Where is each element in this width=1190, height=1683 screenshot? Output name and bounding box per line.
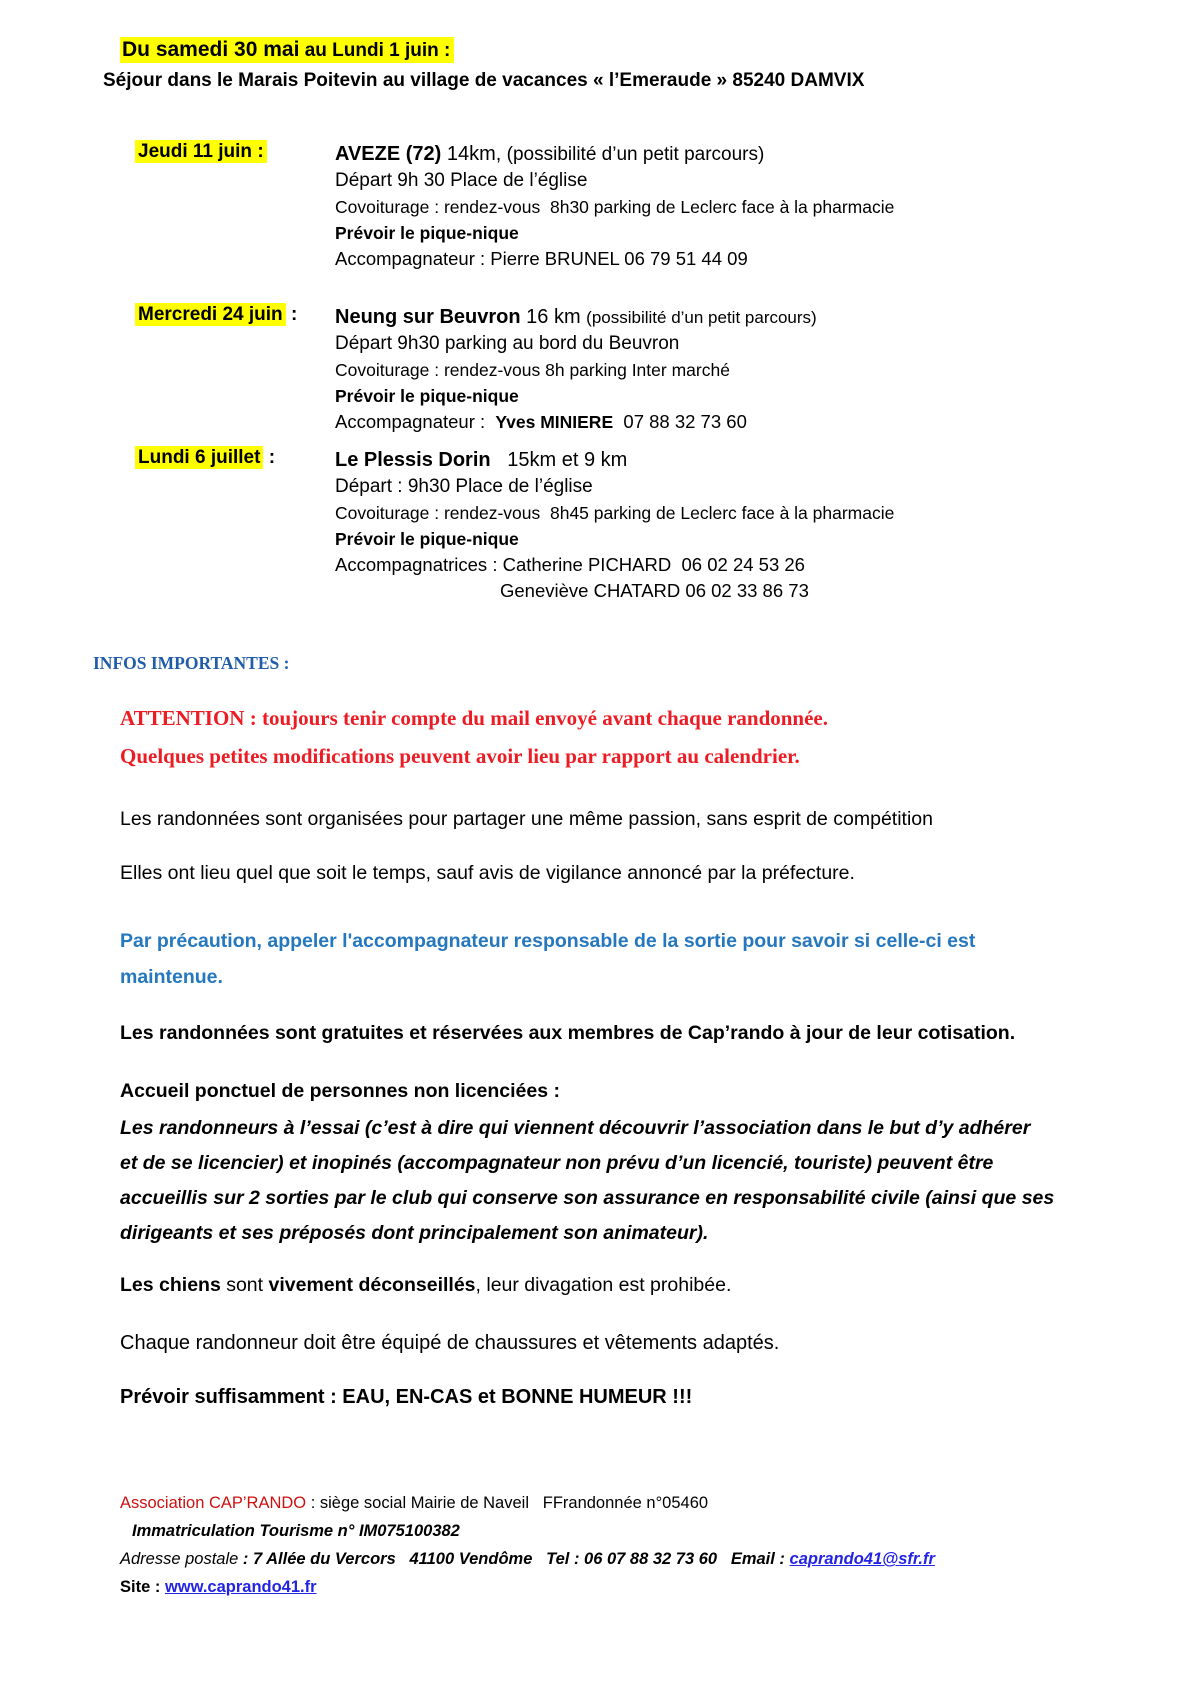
event-picnic: Prévoir le pique-nique xyxy=(335,529,519,549)
header-date-range xyxy=(120,36,1190,65)
guide-label: Accompagnateur : xyxy=(335,248,491,269)
event-guide2-line xyxy=(335,578,1190,604)
event-details xyxy=(335,447,1190,604)
event-covoiturage: Covoiturage : rendez-vous 8h45 parking de Leclerc face à la pharmacie xyxy=(335,503,895,523)
event-date-colon: : xyxy=(285,304,298,325)
event-covoiturage: Covoiturage : rendez-vous 8h parking Inter marché xyxy=(335,360,730,380)
paragraph-gratuites: Les randonnées sont gratuites et réservées aux membres de Cap’rando à jour de leur cotisation. xyxy=(120,1022,1016,1044)
paragraph-chiens xyxy=(120,1273,1130,1297)
paragraph-accueil-heading: Accueil ponctuel de personnes non licenciées : xyxy=(120,1080,560,1102)
chiens-reg-1: sont xyxy=(220,1274,269,1296)
email-link[interactable]: caprando41@sfr.fr xyxy=(789,1550,935,1568)
event-distance: 16 km xyxy=(520,306,587,328)
site-label: Site : xyxy=(120,1578,165,1596)
essai-line-3: accueillis sur 2 sorties par le club qui conserve son assurance en responsabilité civile (ainsi que ses xyxy=(120,1187,1055,1209)
association-footer xyxy=(120,1489,1190,1601)
guide-name: Yves MINIERE xyxy=(495,412,614,432)
paragraph-prevoir: Prévoir suffisamment : EAU, EN-CAS et BONNE HUMEUR !!! xyxy=(120,1386,693,1408)
event-place: Neung sur Beuvron xyxy=(335,306,521,328)
attention-line-2: Quelques petites modifications peuvent avoir lieu par rapport au calendrier. xyxy=(120,744,800,768)
event-date-highlight: Lundi 6 juillet xyxy=(135,446,263,469)
paragraph-precaution xyxy=(120,923,1130,995)
infos-importantes-heading: INFOS IMPORTANTES : xyxy=(93,653,290,673)
guide-label: Accompagnateur : xyxy=(335,411,496,432)
guide-phone: 06 79 51 44 09 xyxy=(619,248,748,269)
event-guide-line xyxy=(335,246,1190,272)
event-picnic: Prévoir le pique-nique xyxy=(335,386,519,406)
event-title-line xyxy=(335,447,1190,474)
event-note: (possibilité d’un petit parcours) xyxy=(501,144,765,165)
event-depart: Départ : 9h30 Place de l’église xyxy=(335,476,593,497)
event-depart: Départ 9h30 parking au bord du Beuvron xyxy=(335,333,680,354)
chiens-bold-2: vivement déconseillés xyxy=(268,1274,476,1296)
event-guide-line xyxy=(335,552,1190,578)
footer-site-line xyxy=(120,1573,1190,1601)
paragraph-lieu: Elles ont lieu quel que soit le temps, sauf avis de vigilance annoncé par la préfecture. xyxy=(120,862,855,884)
precaution-line-1: Par précaution, appeler l'accompagnateur responsable de la sortie pour savoir si celle-ci est xyxy=(120,930,976,952)
event-date-column xyxy=(135,304,335,326)
event-date-column xyxy=(135,141,335,163)
event-picnic: Prévoir le pique-nique xyxy=(335,223,519,243)
date-range-main: Du samedi 30 mai xyxy=(122,38,300,61)
event-place: AVEZE (72) xyxy=(335,143,442,165)
footer-address-line xyxy=(120,1545,1190,1573)
event-mercredi-24-juin xyxy=(0,304,1190,435)
event-date-highlight: Jeudi 11 juin : xyxy=(135,140,267,163)
event-note: (possibilité d’un petit parcours) xyxy=(586,308,817,327)
event-guide-line xyxy=(335,409,1190,435)
attention-notice xyxy=(120,699,1190,775)
address-details: : 7 Allée du Vercors 41100 Vendôme Tel : 06 07 88 32 73 60 Email : xyxy=(242,1550,790,1568)
essai-line-4: dirigeants et ses préposés dont principalement son animateur). xyxy=(120,1222,709,1244)
precaution-line-2: maintenue. xyxy=(120,966,223,988)
paragraph-organisees: Les randonnées sont organisées pour partager une même passion, sans esprit de compétition xyxy=(120,808,933,830)
association-name: Association CAP’RANDO xyxy=(120,1494,307,1512)
footer-association-line xyxy=(120,1489,1190,1517)
chiens-reg-2: , leur divagation est prohibée. xyxy=(475,1274,732,1296)
guide2-phone: 06 02 33 86 73 xyxy=(680,580,809,601)
event-jeudi-11-juin xyxy=(0,141,1190,272)
date-range-rest: au Lundi 1 juin : xyxy=(299,40,451,61)
event-date-colon: : xyxy=(263,447,276,468)
event-details xyxy=(335,304,1190,435)
guide-label: Accompagnatrices : xyxy=(335,554,503,575)
rules-paragraphs xyxy=(120,807,1130,1409)
event-distance: 15km et 9 km xyxy=(490,449,628,471)
footer-immatriculation: Immatriculation Tourisme n° IM075100382 xyxy=(132,1522,460,1540)
highlighted-date-range xyxy=(120,37,454,63)
event-title-line xyxy=(335,304,1190,331)
event-date-highlight: Mercredi 24 juin xyxy=(135,303,286,326)
event-lundi-6-juillet xyxy=(0,447,1190,604)
paragraph-essai xyxy=(120,1111,1130,1251)
guide2-name: Geneviève CHATARD xyxy=(500,580,681,601)
event-distance: 14km, xyxy=(441,143,502,165)
essai-line-2: et de se licencier) et inopinés (accompagnateur non prévu d’un licencié, touriste) peuvent être xyxy=(120,1152,994,1174)
event-covoiturage: Covoiturage : rendez-vous 8h30 parking de Leclerc face à la pharmacie xyxy=(335,197,895,217)
essai-line-1: Les randonneurs à l’essai (c’est à dire qui viennent découvrir l’association dans le but d’y adhérer xyxy=(120,1117,1031,1139)
paragraph-equipement: Chaque randonneur doit être équipé de chaussures et vêtements adaptés. xyxy=(120,1332,780,1354)
attention-line-1: ATTENTION : toujours tenir compte du mail envoyé avant chaque randonnée. xyxy=(120,706,829,730)
guide-name: Catherine PICHARD xyxy=(502,554,672,575)
event-depart: Départ 9h 30 Place de l’église xyxy=(335,170,588,191)
guide-name: Pierre BRUNEL xyxy=(490,248,620,269)
event-title-line xyxy=(335,141,1190,168)
chiens-bold-1: Les chiens xyxy=(120,1274,221,1296)
event-details xyxy=(335,141,1190,272)
association-details: : siège social Mairie de Naveil FFrandonnée n°05460 xyxy=(306,1494,709,1512)
event-date-column xyxy=(135,447,335,469)
event-place: Le Plessis Dorin xyxy=(335,449,491,471)
address-label: Adresse postale xyxy=(120,1550,243,1568)
guide-phone: 06 02 24 53 26 xyxy=(671,554,805,575)
website-link[interactable]: www.caprando41.fr xyxy=(164,1578,317,1596)
guide-phone: 07 88 32 73 60 xyxy=(613,411,747,432)
header-subtitle: Séjour dans le Marais Poitevin au village de vacances « l’Emeraude » 85240 DAMVIX xyxy=(103,70,865,91)
